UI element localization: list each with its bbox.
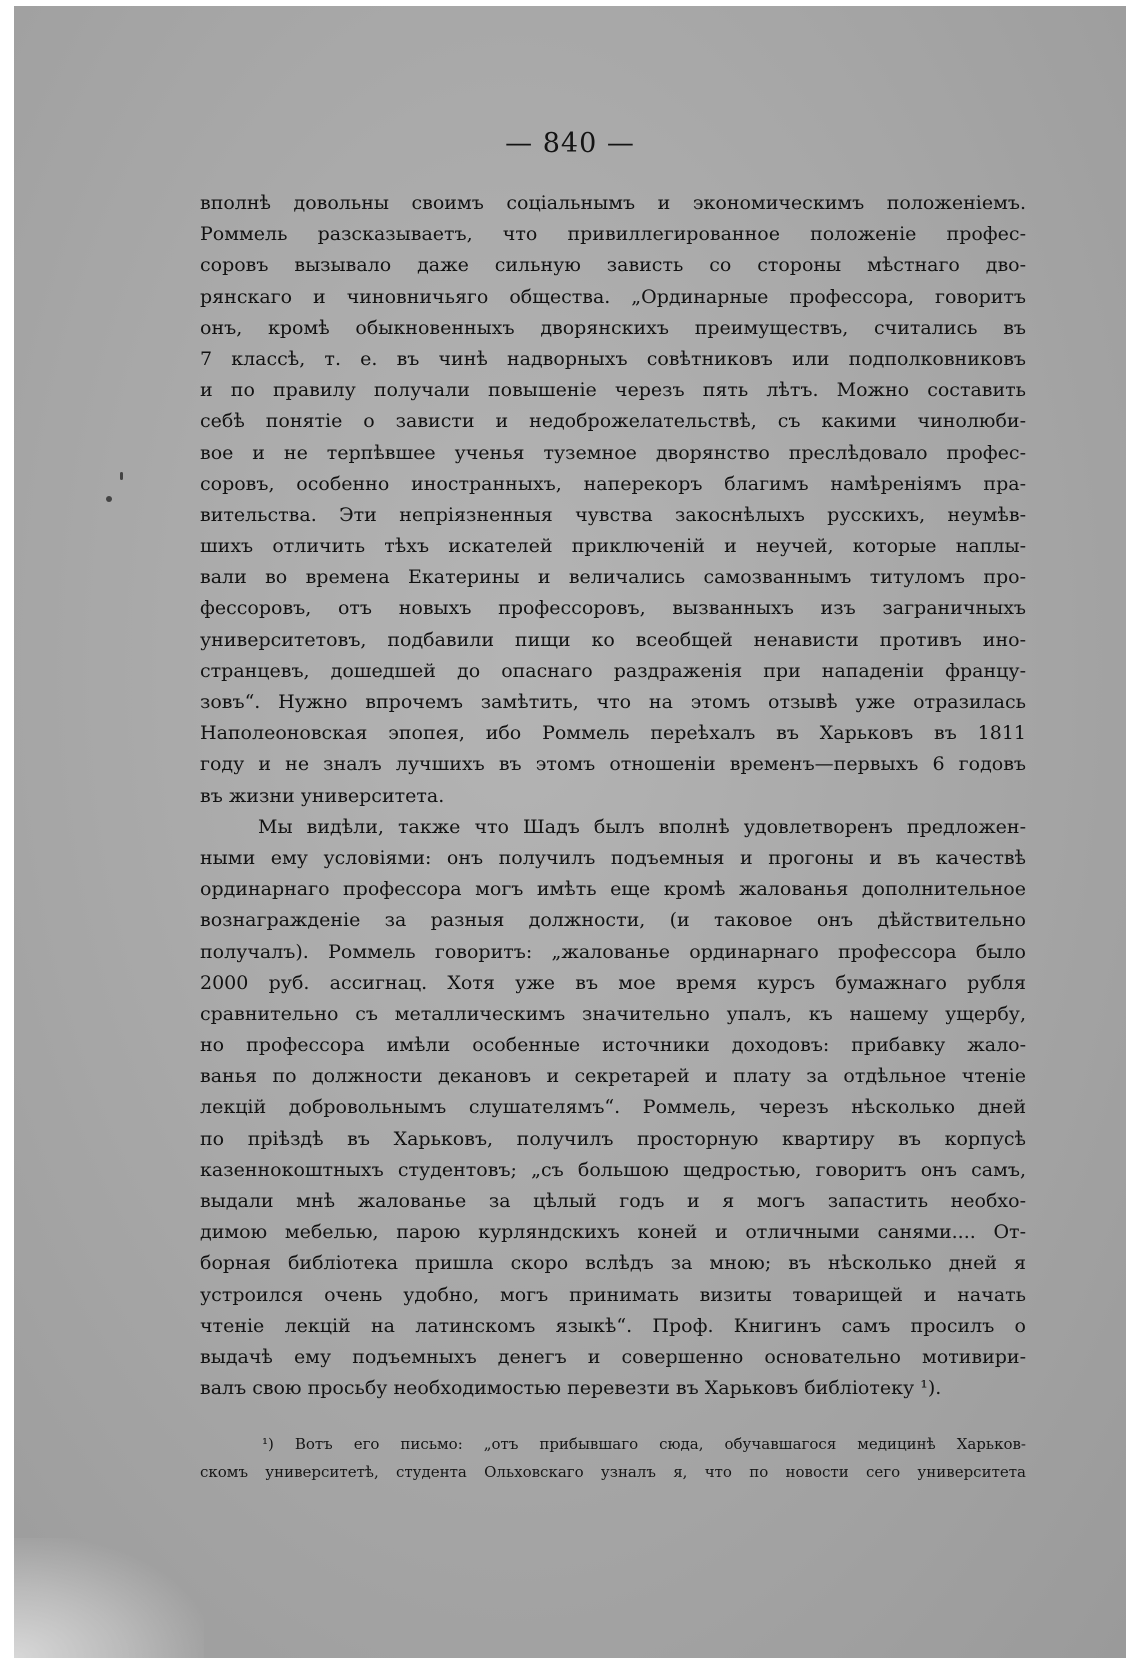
body-line: 7 классѣ, т. е. въ чинѣ надворныхъ совѣтниковъ или подполковниковъ xyxy=(200,347,1026,370)
page-number: — 840 — xyxy=(505,128,635,159)
body-line: 2000 руб. ассигнац. Хотя уже въ мое время курсъ бумажнаго рубля xyxy=(200,971,1026,994)
body-line: устроился очень удобно, могъ принимать визиты товарищей и начать xyxy=(200,1283,1026,1306)
body-line: шихъ отличить тѣхъ искателей приключеній и неучей, которые наплы- xyxy=(200,535,1026,558)
scanned-page xyxy=(14,6,1126,1658)
body-line: вознагражденіе за разныя должности, (и таковое онъ дѣйствительно xyxy=(200,909,1026,932)
scan-speck xyxy=(120,472,123,480)
body-line: борная библіотека пришла скоро вслѣдъ за мною; въ нѣсколько дней я xyxy=(200,1252,1026,1275)
body-line: казеннокоштныхъ студентовъ; „съ большою щедростью, говоритъ онъ самъ, xyxy=(200,1158,1026,1181)
paper-stain xyxy=(14,1538,204,1658)
body-line: ординарнаго профессора могъ имѣть еще кромѣ жалованья дополнительное xyxy=(200,878,1026,901)
body-line: вполнѣ довольны своимъ соціальнымъ и экономическимъ положеніемъ. xyxy=(200,192,1026,214)
body-line: въ жизни университета. xyxy=(200,784,445,807)
body-line: вали во времена Екатерины и величались самозваннымъ титуломъ про- xyxy=(200,566,1026,589)
scan-speck xyxy=(106,496,112,502)
body-line: вительства. Эти непріязненныя чувства закоснѣлыхъ русскихъ, неумѣв- xyxy=(200,503,1026,526)
body-line: сравнительно съ металлическимъ значительно упалъ, къ нашему ущербу, xyxy=(200,1002,1026,1025)
body-line: Наполеоновская эпопея, ибо Роммель переѣхалъ въ Харьковъ въ 1811 xyxy=(200,722,1026,745)
body-line: Роммель разсказываетъ, что привиллегированное положеніе профес- xyxy=(200,223,1026,246)
body-line: выдачѣ ему подъемныхъ денегъ и совершенно основательно мотивири- xyxy=(200,1345,1026,1368)
body-line: ванья по должности декановъ и секретарей и плату за отдѣльное чтеніе xyxy=(200,1065,1026,1088)
body-line: себѣ понятіе о зависти и недоброжелательствѣ, съ какими чинолюби- xyxy=(200,410,1026,433)
body-line: онъ, кромѣ обыкновенныхъ дворянскихъ преимуществъ, считались въ xyxy=(200,316,1026,339)
body-line: соровъ, особенно иностранныхъ, наперекоръ благимъ намѣреніямъ пра- xyxy=(200,472,1026,495)
body-text xyxy=(200,188,1026,1404)
body-line: димою мебелью, парою курляндскихъ коней и отличными санями.... От- xyxy=(200,1221,1026,1244)
footnotes xyxy=(200,1430,1026,1486)
body-line: вое и не терпѣвшее ученья туземное дворянство преслѣдовало профес- xyxy=(200,441,1026,464)
body-line: соровъ вызывало даже сильную зависть со стороны мѣстнаго дво- xyxy=(200,254,1026,277)
body-line: рянскаго и чиновничьяго общества. „Ординарные профессора, говоритъ xyxy=(200,285,1026,308)
body-line: по пріѣздѣ въ Харьковъ, получилъ просторную квартиру въ корпусѣ xyxy=(200,1127,1026,1150)
body-line: чтеніе лекцій на латинскомъ языкѣ“. Проф. Книгинъ самъ просилъ о xyxy=(200,1314,1026,1337)
body-line: ными ему условіями: онъ получилъ подъемныя и прогоны и въ качествѣ xyxy=(200,846,1026,869)
body-line: но профессора имѣли особенные источники доходовъ: прибавку жало- xyxy=(200,1034,1026,1057)
footnote-line: ¹) Вотъ его письмо: „отъ прибывшаго сюда, обучавшагося медицинѣ Харьков- xyxy=(262,1435,1026,1453)
body-line: лекцій добровольнымъ слушателямъ“. Роммель, черезъ нѣсколько дней xyxy=(200,1096,1026,1119)
body-line: и по правилу получали повышеніе черезъ пять лѣтъ. Можно составить xyxy=(200,379,1026,402)
body-line: фессоровъ, отъ новыхъ профессоровъ, вызванныхъ изъ заграничныхъ xyxy=(200,597,1026,620)
body-line: Мы видѣли, также что Шадъ былъ вполнѣ удовлетворенъ предложен- xyxy=(258,815,1026,838)
body-line: валъ свою просьбу необходимостью перевезти въ Харьковъ библіотеку ¹). xyxy=(200,1377,942,1400)
footnote-line: скомъ университетѣ, студента Ольховскаго узналъ я, что по новости сего университета xyxy=(200,1463,1026,1481)
body-line: университетовъ, подбавили пищи ко всеобщей ненависти противъ ино- xyxy=(200,628,1026,651)
body-line: году и не зналъ лучшихъ въ этомъ отношеніи временъ—первыхъ 6 годовъ xyxy=(200,753,1026,776)
body-line: странцевъ, дошедшей до опаснаго раздраженія при нападеніи францу- xyxy=(200,659,1026,682)
body-line: зовъ“. Нужно впрочемъ замѣтить, что на этомъ отзывѣ уже отразилась xyxy=(200,691,1026,713)
body-line: получалъ). Роммель говоритъ: „жалованье ординарнаго профессора было xyxy=(200,940,1026,963)
body-line: выдали мнѣ жалованье за цѣлый годъ и я могъ запастить необхо- xyxy=(200,1190,1026,1212)
